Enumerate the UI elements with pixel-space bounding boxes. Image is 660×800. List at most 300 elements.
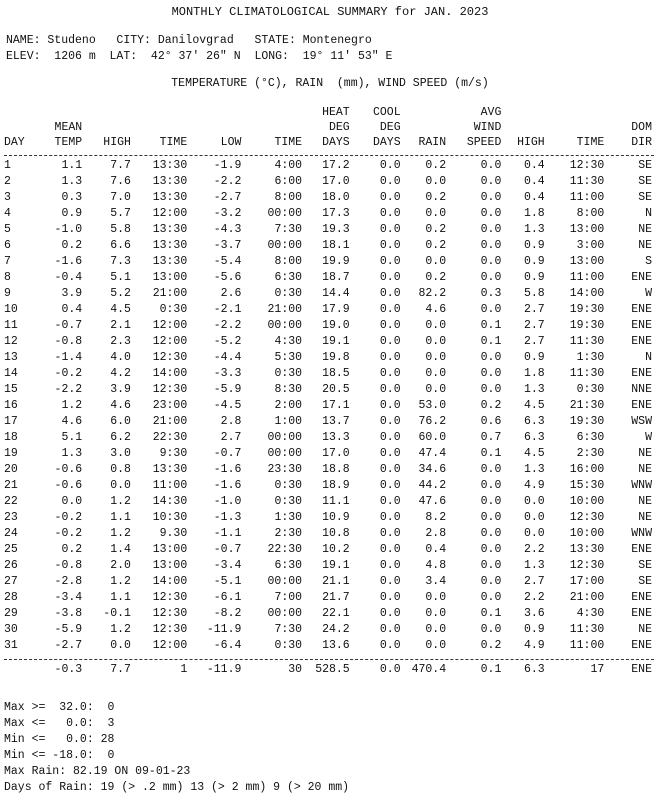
- cell-wind-high-time: 19:30: [569, 319, 605, 332]
- cell-low-time: 00:00: [267, 431, 303, 444]
- cell-day: 30: [4, 623, 18, 636]
- cell-mean-temp: 0.4: [61, 303, 83, 316]
- cell-wind-high-time: 8:00: [576, 207, 605, 220]
- table-row: [4, 382, 654, 398]
- cell-high-time: 0:30: [159, 303, 188, 316]
- cell-heat-deg-days: 10.9: [322, 511, 350, 524]
- cell-high: 7.7: [110, 663, 131, 676]
- cell-day: 16: [4, 399, 18, 412]
- cell-high-time: 12:30: [152, 351, 188, 364]
- cell-high-time: 21:00: [152, 287, 188, 300]
- cell-rain: 470.4: [411, 663, 447, 676]
- cell-low: -0.7: [213, 447, 242, 460]
- cell-rain: 0.2: [425, 239, 447, 252]
- cell-wind-high-time: 11:00: [569, 191, 605, 204]
- cell-high: 1.2: [110, 527, 131, 540]
- cell-high: 7.7: [110, 159, 131, 172]
- cell-high: 1.2: [110, 575, 131, 588]
- summary-line: Max <= 0.0: 3: [4, 717, 115, 730]
- cell-wind-high-time: 15:30: [569, 479, 605, 492]
- cell-day: 27: [4, 575, 18, 588]
- cell-cool-deg-days: 0.0: [379, 511, 401, 524]
- cell-dom-dir: SE: [638, 575, 652, 588]
- cell-day: 1: [4, 159, 11, 172]
- cell-high: 1.1: [110, 511, 131, 524]
- cell-cool-deg-days: 0.0: [379, 255, 401, 268]
- summary-line: Min <= -18.0: 0: [4, 749, 115, 762]
- cell-rain: 60.0: [418, 431, 447, 444]
- cell-dom-dir: ENE: [631, 399, 652, 412]
- cell-heat-deg-days: 19.1: [322, 335, 350, 348]
- cell-wind-high: 1.3: [523, 223, 545, 236]
- cell-avg-wind-speed: 0.0: [480, 271, 502, 284]
- cell-low: -5.9: [213, 383, 242, 396]
- cell-mean-temp: 4.6: [61, 415, 83, 428]
- cell-heat-deg-days: 18.1: [322, 239, 350, 252]
- table-row: [4, 254, 654, 270]
- cell-low-time: 2:30: [274, 527, 303, 540]
- cell-low-time: 00:00: [267, 575, 303, 588]
- cell-cool-deg-days: 0.0: [379, 415, 401, 428]
- cell-high-time: 9.30: [159, 527, 188, 540]
- cell-dom-dir: ENE: [631, 607, 652, 620]
- cell-wind-high: 1.3: [523, 463, 545, 476]
- cell-day: 15: [4, 383, 18, 396]
- cell-low: -5.2: [213, 335, 242, 348]
- cell-avg-wind-speed: 0.0: [480, 495, 502, 508]
- cell-low: -1.6: [213, 479, 242, 492]
- cell-rain: 4.8: [425, 559, 447, 572]
- cell-low: -3.7: [213, 239, 242, 252]
- cell-wind-high-time: 10:00: [569, 495, 605, 508]
- cell-mean-temp: -0.6: [54, 479, 83, 492]
- header-day: DAY: [4, 136, 25, 149]
- cell-rain: 0.0: [425, 319, 447, 332]
- cell-wind-high-time: 17: [590, 663, 605, 676]
- cell-wind-high: 0.9: [523, 271, 545, 284]
- cell-day: 2: [4, 175, 11, 188]
- cell-avg-wind-speed: 0.2: [480, 639, 502, 652]
- cell-high-time: 12:00: [152, 639, 188, 652]
- cell-avg-wind-speed: 0.0: [480, 223, 502, 236]
- cell-wind-high: 2.7: [523, 303, 545, 316]
- cell-rain: 0.0: [425, 607, 447, 620]
- header-time-low: TIME: [274, 136, 303, 149]
- cell-low-time: 8:00: [274, 191, 303, 204]
- cell-low: -4.3: [213, 223, 242, 236]
- table-header-row: [4, 105, 654, 150]
- cell-low-time: 7:00: [274, 591, 303, 604]
- cell-avg-wind-speed: 0.0: [480, 191, 502, 204]
- cell-mean-temp: -0.8: [54, 559, 83, 572]
- cell-low-time: 7:30: [274, 623, 303, 636]
- cell-heat-deg-days: 13.6: [322, 639, 350, 652]
- cell-cool-deg-days: 0.0: [379, 575, 401, 588]
- cell-rain: 0.0: [425, 383, 447, 396]
- report-title: MONTHLY CLIMATOLOGICAL SUMMARY for JAN. 2023: [171, 5, 489, 19]
- cell-avg-wind-speed: 0.1: [480, 335, 502, 348]
- cell-heat-deg-days: 19.9: [322, 255, 350, 268]
- table-row: [4, 622, 654, 638]
- cell-day: 7: [4, 255, 11, 268]
- cell-wind-high: 4.9: [523, 479, 545, 492]
- cell-low: -3.2: [213, 207, 242, 220]
- cell-dom-dir: SE: [638, 559, 652, 572]
- table-row: [4, 158, 654, 174]
- header-low: LOW: [220, 136, 242, 149]
- cell-cool-deg-days: 0.0: [379, 191, 401, 204]
- cell-dom-dir: ENE: [631, 303, 652, 316]
- cell-avg-wind-speed: 0.0: [480, 207, 502, 220]
- cell-wind-high: 2.7: [523, 575, 545, 588]
- cell-cool-deg-days: 0.0: [379, 239, 401, 252]
- cell-heat-deg-days: 19.3: [322, 223, 350, 236]
- cell-day: 9: [4, 287, 11, 300]
- cell-high: 1.2: [110, 495, 131, 508]
- header-mean-temp: MEAN TEMP: [54, 121, 83, 149]
- cell-dom-dir: ENE: [631, 543, 652, 556]
- cell-wind-high-time: 3:00: [576, 239, 605, 252]
- cell-high-time: 13:30: [152, 239, 188, 252]
- cell-high-time: 9:30: [159, 447, 188, 460]
- cell-avg-wind-speed: 0.0: [480, 383, 502, 396]
- cell-cool-deg-days: 0.0: [379, 495, 401, 508]
- cell-low: 2.7: [220, 431, 242, 444]
- cell-avg-wind-speed: 0.0: [480, 527, 502, 540]
- cell-mean-temp: -1.0: [54, 223, 83, 236]
- table-row: [4, 174, 654, 190]
- cell-rain: 3.4: [425, 575, 447, 588]
- cell-high: 4.5: [110, 303, 131, 316]
- cell-day: 26: [4, 559, 18, 572]
- cell-avg-wind-speed: 0.0: [480, 543, 502, 556]
- cell-low: -5.6: [213, 271, 242, 284]
- summary-line: Days of Rain: 19 (> .2 mm) 13 (> 2 mm) 9 (> 20 mm): [4, 781, 350, 794]
- cell-day: 23: [4, 511, 18, 524]
- cell-dom-dir: NE: [638, 447, 652, 460]
- cell-day: 20: [4, 463, 18, 476]
- cell-wind-high: 1.3: [523, 383, 545, 396]
- cell-dom-dir: NE: [638, 495, 652, 508]
- cell-wind-high: 0.0: [523, 527, 545, 540]
- table-row: [4, 350, 654, 366]
- cell-high-time: 11:00: [152, 479, 188, 492]
- cell-rain: 44.2: [418, 479, 447, 492]
- header-time: TIME: [159, 136, 188, 149]
- cell-high: 7.0: [110, 191, 131, 204]
- cell-cool-deg-days: 0.0: [379, 591, 401, 604]
- cell-avg-wind-speed: 0.6: [480, 415, 502, 428]
- cell-mean-temp: 1.3: [61, 175, 83, 188]
- cell-low: -1.6: [213, 463, 242, 476]
- cell-cool-deg-days: 0.0: [379, 351, 401, 364]
- cell-rain: 4.6: [425, 303, 447, 316]
- cell-wind-high: 2.2: [523, 591, 545, 604]
- cell-wind-high: 5.8: [523, 287, 545, 300]
- cell-rain: 0.2: [425, 223, 447, 236]
- cell-dom-dir: NNE: [631, 383, 652, 396]
- cell-high-time: 12:00: [152, 207, 188, 220]
- cell-low-time: 2:00: [274, 399, 303, 412]
- cell-mean-temp: 0.0: [61, 495, 83, 508]
- table-row: [4, 270, 654, 286]
- table-row: [4, 206, 654, 222]
- cell-dom-dir: ENE: [631, 335, 652, 348]
- cell-mean-temp: 5.1: [61, 431, 83, 444]
- cell-avg-wind-speed: 0.7: [480, 431, 502, 444]
- cell-cool-deg-days: 0.0: [379, 271, 401, 284]
- cell-day: 17: [4, 415, 18, 428]
- cell-cool-deg-days: 0.0: [379, 383, 401, 396]
- cell-high: 3.0: [110, 447, 131, 460]
- summary-line: Max Rain: 82.19 ON 09-01-23: [4, 765, 191, 778]
- cell-heat-deg-days: 528.5: [315, 663, 350, 676]
- cell-day: 19: [4, 447, 18, 460]
- cell-rain: 34.6: [418, 463, 447, 476]
- cell-heat-deg-days: 17.3: [322, 207, 350, 220]
- cell-low: -6.4: [213, 639, 242, 652]
- cell-high: 7.6: [110, 175, 131, 188]
- cell-heat-deg-days: 20.5: [322, 383, 350, 396]
- table-row: [4, 510, 654, 526]
- cell-high: 5.8: [110, 223, 131, 236]
- cell-mean-temp: 1.3: [61, 447, 83, 460]
- cell-wind-high-time: 11:00: [569, 271, 605, 284]
- cell-high: 2.0: [110, 559, 131, 572]
- cell-wind-high: 0.4: [523, 175, 545, 188]
- table-row: [4, 446, 654, 462]
- cell-wind-high-time: 11:30: [569, 175, 605, 188]
- cell-avg-wind-speed: 0.1: [480, 663, 502, 676]
- cell-wind-high-time: 12:30: [569, 559, 605, 572]
- cell-high-time: 1: [180, 663, 188, 676]
- cell-dom-dir: SE: [638, 175, 652, 188]
- cell-wind-high-time: 21:00: [569, 591, 605, 604]
- cell-cool-deg-days: 0.0: [379, 319, 401, 332]
- cell-mean-temp: -5.9: [54, 623, 83, 636]
- header-rain: RAIN: [418, 136, 447, 149]
- cell-avg-wind-speed: 0.0: [480, 511, 502, 524]
- cell-wind-high: 0.9: [523, 351, 545, 364]
- table-row: [4, 558, 654, 574]
- cell-high: 4.6: [110, 399, 131, 412]
- cell-low-time: 23:30: [267, 463, 303, 476]
- cell-high-time: 12:30: [152, 383, 188, 396]
- cell-heat-deg-days: 17.9: [322, 303, 350, 316]
- cell-heat-deg-days: 17.2: [322, 159, 350, 172]
- cell-wind-high-time: 21:30: [569, 399, 605, 412]
- table-row: [4, 462, 654, 478]
- cell-dom-dir: ENE: [631, 663, 652, 676]
- cell-high: 5.1: [110, 271, 131, 284]
- cell-wind-high: 6.3: [523, 663, 545, 676]
- cell-low-time: 6:30: [274, 271, 303, 284]
- cell-avg-wind-speed: 0.0: [480, 479, 502, 492]
- cell-high: 1.2: [110, 623, 131, 636]
- cell-mean-temp: -2.2: [54, 383, 83, 396]
- cell-wind-high: 0.9: [523, 255, 545, 268]
- dashed-divider: [4, 659, 654, 660]
- cell-low-time: 0:30: [274, 287, 303, 300]
- cell-low: -5.1: [213, 575, 242, 588]
- cell-mean-temp: -0.2: [54, 511, 83, 524]
- cell-cool-deg-days: 0.0: [379, 175, 401, 188]
- table-row: [4, 638, 654, 654]
- cell-low-time: 0:30: [274, 367, 303, 380]
- cell-wind-high-time: 13:00: [569, 255, 605, 268]
- cell-low-time: 1:30: [274, 511, 303, 524]
- cell-high-time: 13:30: [152, 159, 188, 172]
- cell-low: -3.3: [213, 367, 242, 380]
- cell-heat-deg-days: 21.7: [322, 591, 350, 604]
- cell-day: 21: [4, 479, 18, 492]
- cell-mean-temp: -3.8: [54, 607, 83, 620]
- cell-low: 2.8: [220, 415, 242, 428]
- cell-day: 3: [4, 191, 11, 204]
- cell-rain: 0.0: [425, 623, 447, 636]
- cell-heat-deg-days: 11.1: [322, 495, 350, 508]
- cell-low: -8.2: [213, 607, 242, 620]
- cell-cool-deg-days: 0.0: [379, 207, 401, 220]
- cell-low-time: 0:30: [274, 479, 303, 492]
- cell-low: -0.7: [213, 543, 242, 556]
- cell-mean-temp: -2.8: [54, 575, 83, 588]
- cell-high-time: 14:00: [152, 575, 188, 588]
- cell-avg-wind-speed: 0.0: [480, 367, 502, 380]
- cell-wind-high: 0.9: [523, 623, 545, 636]
- cell-high: 1.1: [110, 591, 131, 604]
- cell-high: 6.0: [110, 415, 131, 428]
- cell-low-time: 8:30: [274, 383, 303, 396]
- cell-cool-deg-days: 0.0: [379, 543, 401, 556]
- cell-heat-deg-days: 18.0: [322, 191, 350, 204]
- cell-day: 10: [4, 303, 18, 316]
- cell-high-time: 13:30: [152, 191, 188, 204]
- table-row: [4, 430, 654, 446]
- cell-high: 2.1: [110, 319, 131, 332]
- totals-row: [4, 662, 654, 678]
- cell-avg-wind-speed: 0.1: [480, 447, 502, 460]
- cell-high: 3.9: [110, 383, 131, 396]
- summary-footer: [4, 700, 349, 796]
- cell-low: -3.4: [213, 559, 242, 572]
- cell-high: 5.2: [110, 287, 131, 300]
- cell-rain: 0.0: [425, 255, 447, 268]
- cell-wind-high-time: 19:30: [569, 415, 605, 428]
- cell-low-time: 0:30: [274, 495, 303, 508]
- cell-low-time: 0:30: [274, 639, 303, 652]
- cell-dom-dir: NE: [638, 623, 652, 636]
- cell-wind-high: 4.5: [523, 447, 545, 460]
- cell-day: 28: [4, 591, 18, 604]
- cell-mean-temp: -0.8: [54, 335, 83, 348]
- cell-rain: 0.0: [425, 367, 447, 380]
- cell-heat-deg-days: 13.3: [322, 431, 350, 444]
- cell-mean-temp: -2.7: [54, 639, 83, 652]
- cell-mean-temp: 0.3: [61, 191, 83, 204]
- dashed-divider: [4, 155, 654, 156]
- cell-mean-temp: -0.4: [54, 271, 83, 284]
- cell-heat-deg-days: 19.8: [322, 351, 350, 364]
- cell-wind-high: 1.3: [523, 559, 545, 572]
- cell-day: 24: [4, 527, 18, 540]
- cell-avg-wind-speed: 0.0: [480, 255, 502, 268]
- cell-heat-deg-days: 24.2: [322, 623, 350, 636]
- cell-low-time: 21:00: [267, 303, 303, 316]
- cell-avg-wind-speed: 0.0: [480, 303, 502, 316]
- cell-wind-high: 4.5: [523, 399, 545, 412]
- summary-line: Min <= 0.0: 28: [4, 733, 115, 746]
- cell-wind-high: 0.0: [523, 495, 545, 508]
- cell-day: 12: [4, 335, 18, 348]
- cell-wind-high-time: 12:30: [569, 511, 605, 524]
- cell-low: -11.9: [206, 663, 242, 676]
- header-wind-time: TIME: [576, 136, 605, 149]
- cell-low-time: 1:00: [274, 415, 303, 428]
- cell-high-time: 12:00: [152, 319, 188, 332]
- header-heat-deg-days: HEAT DEG DAYS: [322, 106, 350, 149]
- cell-mean-temp: -0.2: [54, 367, 83, 380]
- cell-dom-dir: W: [645, 287, 652, 300]
- cell-dom-dir: NE: [638, 463, 652, 476]
- cell-cool-deg-days: 0.0: [379, 447, 401, 460]
- cell-low: 2.6: [220, 287, 242, 300]
- cell-cool-deg-days: 0.0: [379, 479, 401, 492]
- cell-day: 4: [4, 207, 11, 220]
- cell-mean-temp: -0.3: [54, 663, 83, 676]
- cell-heat-deg-days: 18.7: [322, 271, 350, 284]
- cell-dom-dir: ENE: [631, 639, 652, 652]
- header-divider: [4, 150, 654, 158]
- cell-wind-high: 0.9: [523, 239, 545, 252]
- cell-high-time: 14:30: [152, 495, 188, 508]
- cell-low-time: 7:30: [274, 223, 303, 236]
- cell-rain: 0.0: [425, 639, 447, 652]
- table-row: [4, 222, 654, 238]
- cell-heat-deg-days: 19.1: [322, 559, 350, 572]
- cell-cool-deg-days: 0.0: [379, 431, 401, 444]
- cell-wind-high: 6.3: [523, 415, 545, 428]
- cell-cool-deg-days: 0.0: [379, 639, 401, 652]
- table-row: [4, 398, 654, 414]
- cell-heat-deg-days: 18.9: [322, 479, 350, 492]
- cell-dom-dir: WNW: [631, 527, 652, 540]
- cell-wind-high: 2.2: [523, 543, 545, 556]
- cell-mean-temp: 1.2: [61, 399, 83, 412]
- cell-low: -6.1: [213, 591, 242, 604]
- cell-heat-deg-days: 21.1: [322, 575, 350, 588]
- cell-day: 18: [4, 431, 18, 444]
- cell-rain: 53.0: [418, 399, 447, 412]
- cell-dom-dir: S: [645, 255, 652, 268]
- header-high: HIGH: [103, 136, 131, 149]
- cell-wind-high-time: 11:30: [569, 367, 605, 380]
- cell-cool-deg-days: 0.0: [379, 463, 401, 476]
- station-elevation-line: ELEV: 1206 m LAT: 42° 37' 26" N LONG: 19° 11' 53" E: [6, 50, 393, 63]
- cell-high: -0.1: [103, 607, 131, 620]
- cell-rain: 0.0: [425, 591, 447, 604]
- table-row: [4, 478, 654, 494]
- cell-high: 6.2: [110, 431, 131, 444]
- totals-divider: [4, 654, 654, 662]
- cell-rain: 76.2: [418, 415, 447, 428]
- table-row: [4, 286, 654, 302]
- cell-high: 0.0: [110, 479, 131, 492]
- cell-high: 5.7: [110, 207, 131, 220]
- cell-cool-deg-days: 0.0: [379, 623, 401, 636]
- cell-dom-dir: ENE: [631, 591, 652, 604]
- cell-day: 25: [4, 543, 18, 556]
